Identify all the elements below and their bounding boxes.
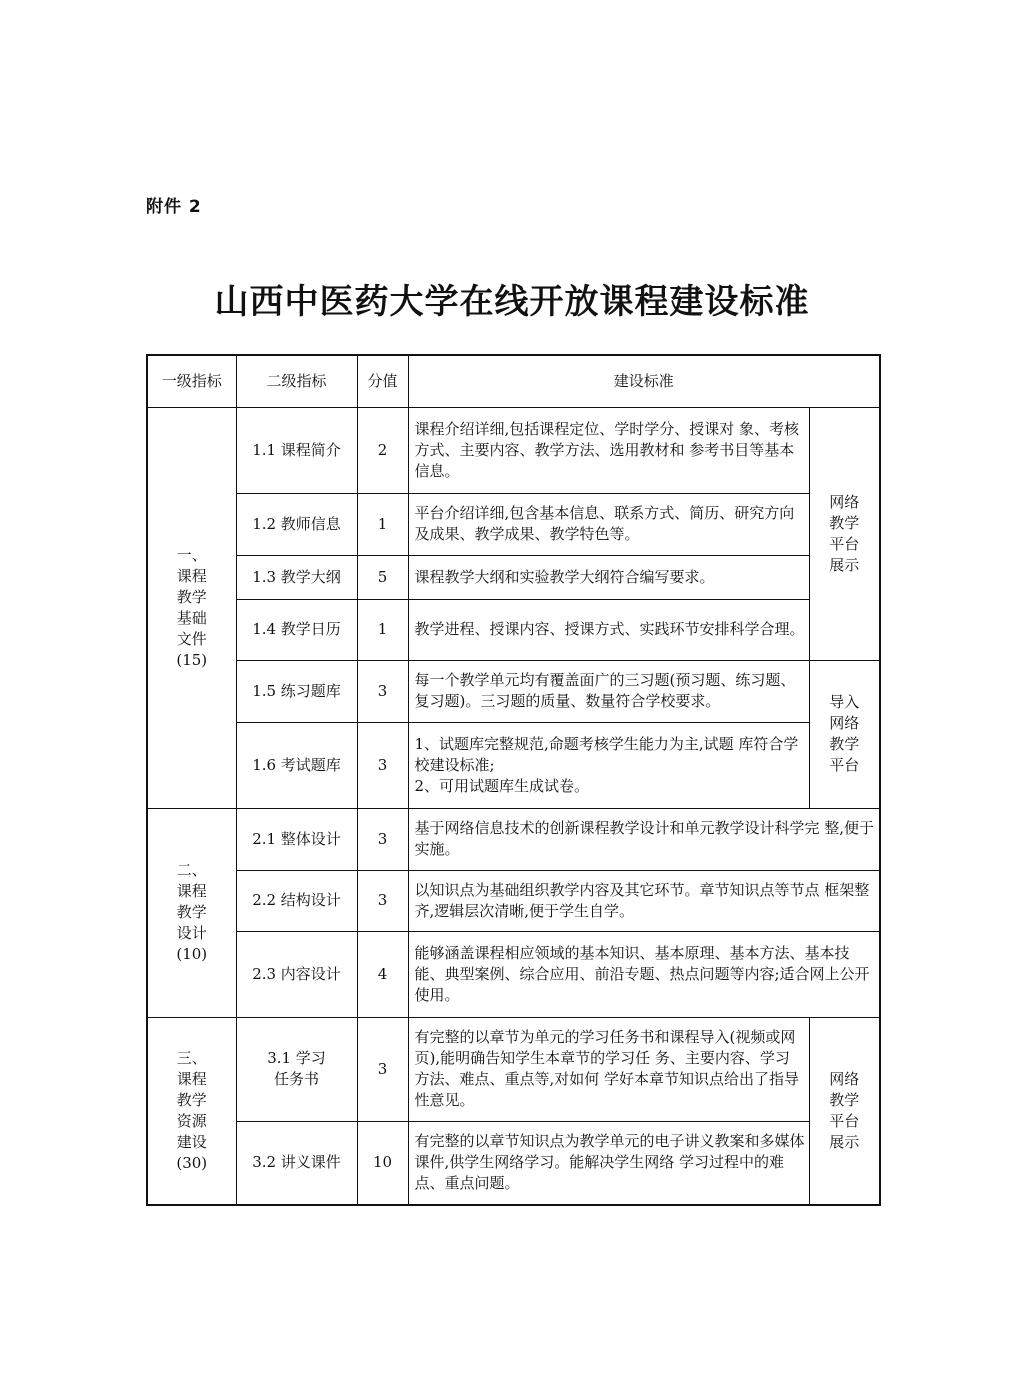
- score-2-1: 3: [357, 808, 408, 870]
- standard-3-1: 有完整的以章节为单元的学习任务书和课程导入(视频或网页),能明确告知学生本章节的学习任 务、主要内容、学习方法、难点、重点等,对如何 学好本章节知识点给出了指导性意见。: [408, 1017, 809, 1121]
- indicator-2-2: 2.2 结构设计: [236, 870, 357, 931]
- table-row: [147, 870, 880, 931]
- table-row: [147, 660, 880, 722]
- indicator-1-5: 1.5 练习题库: [236, 660, 357, 722]
- table-row: [147, 722, 880, 808]
- score-1-3: 5: [357, 555, 408, 599]
- score-1-1: 2: [357, 407, 408, 493]
- level1-group-1: 一、 课程 教学 基础 文件 (15): [147, 407, 236, 808]
- table-row: [147, 555, 880, 599]
- table-row: [147, 808, 880, 870]
- score-2-3: 4: [357, 931, 408, 1017]
- score-1-6: 3: [357, 722, 408, 808]
- table-row: [147, 599, 880, 660]
- note-network-display-2: 网络 教学 平台 展示: [809, 1017, 880, 1205]
- indicator-3-2: 3.2 讲义课件: [236, 1121, 357, 1205]
- table-row: [147, 1017, 880, 1121]
- score-3-1: 3: [357, 1017, 408, 1121]
- standard-1-4: 教学进程、授课内容、授课方式、实践环节安排科学合理。: [408, 599, 809, 660]
- document-title: 山西中医药大学在线开放课程建设标准: [214, 282, 810, 322]
- table-row: [147, 407, 880, 493]
- note-network-display-1: 网络 教学 平台 展示: [809, 407, 880, 660]
- indicator-1-4: 1.4 教学日历: [236, 599, 357, 660]
- header-level2: 二级指标: [236, 355, 357, 407]
- level1-group-3: 三、 课程 教学 资源 建设 (30): [147, 1017, 236, 1205]
- table-row: [147, 1121, 880, 1205]
- score-1-5: 3: [357, 660, 408, 722]
- indicator-1-6: 1.6 考试题库: [236, 722, 357, 808]
- standards-table: [146, 354, 881, 1206]
- header-level1: 一级指标: [147, 355, 236, 407]
- table-row: [147, 931, 880, 1017]
- indicator-2-3: 2.3 内容设计: [236, 931, 357, 1017]
- standard-1-6: 1、试题库完整规范,命题考核学生能力为主,试题 库符合学校建设标准; 2、可用试题库生成试卷。: [408, 722, 809, 808]
- indicator-1-3: 1.3 教学大纲: [236, 555, 357, 599]
- attachment-label: 附件 2: [146, 197, 202, 217]
- standard-2-3: 能够涵盖课程相应领域的基本知识、基本原理、基本方法、基本技能、典型案例、综合应用、前沿专题、热点问题等内容;适合网上公开使用。: [408, 931, 880, 1017]
- header-score: 分值: [357, 355, 408, 407]
- indicator-1-2: 1.2 教师信息: [236, 493, 357, 555]
- standard-1-2: 平台介绍详细,包含基本信息、联系方式、简历、研究方向及成果、教学成果、教学特色等。: [408, 493, 809, 555]
- score-3-2: 10: [357, 1121, 408, 1205]
- standard-2-1: 基于网络信息技术的创新课程教学设计和单元教学设计科学完 整,便于实施。: [408, 808, 880, 870]
- note-import-network: 导入 网络 教学 平台: [809, 660, 880, 808]
- standard-3-2: 有完整的以章节知识点为教学单元的电子讲义教案和多媒体课件,供学生网络学习。能解决学生网络 学习过程中的难点、重点问题。: [408, 1121, 809, 1205]
- score-1-2: 1: [357, 493, 408, 555]
- table-row: [147, 493, 880, 555]
- indicator-3-1: 3.1 学习 任务书: [236, 1017, 357, 1121]
- score-2-2: 3: [357, 870, 408, 931]
- standard-1-5: 每一个教学单元均有覆盖面广的三习题(预习题、练习题、复习题)。三习题的质量、数量符合学校要求。: [408, 660, 809, 722]
- indicator-2-1: 2.1 整体设计: [236, 808, 357, 870]
- score-1-4: 1: [357, 599, 408, 660]
- indicator-1-1: 1.1 课程简介: [236, 407, 357, 493]
- level1-group-2: 二、 课程 教学 设计 (10): [147, 808, 236, 1017]
- header-standard: 建设标准: [408, 355, 880, 407]
- table-header-row: [147, 355, 880, 407]
- standard-1-1: 课程介绍详细,包括课程定位、学时学分、授课对 象、考核方式、主要内容、教学方法、选用教材和 参考书目等基本信息。: [408, 407, 809, 493]
- standard-1-3: 课程教学大纲和实验教学大纲符合编写要求。: [408, 555, 809, 599]
- standard-2-2: 以知识点为基础组织教学内容及其它环节。章节知识点等节点 框架整齐,逻辑层次清晰,便于学生自学。: [408, 870, 880, 931]
